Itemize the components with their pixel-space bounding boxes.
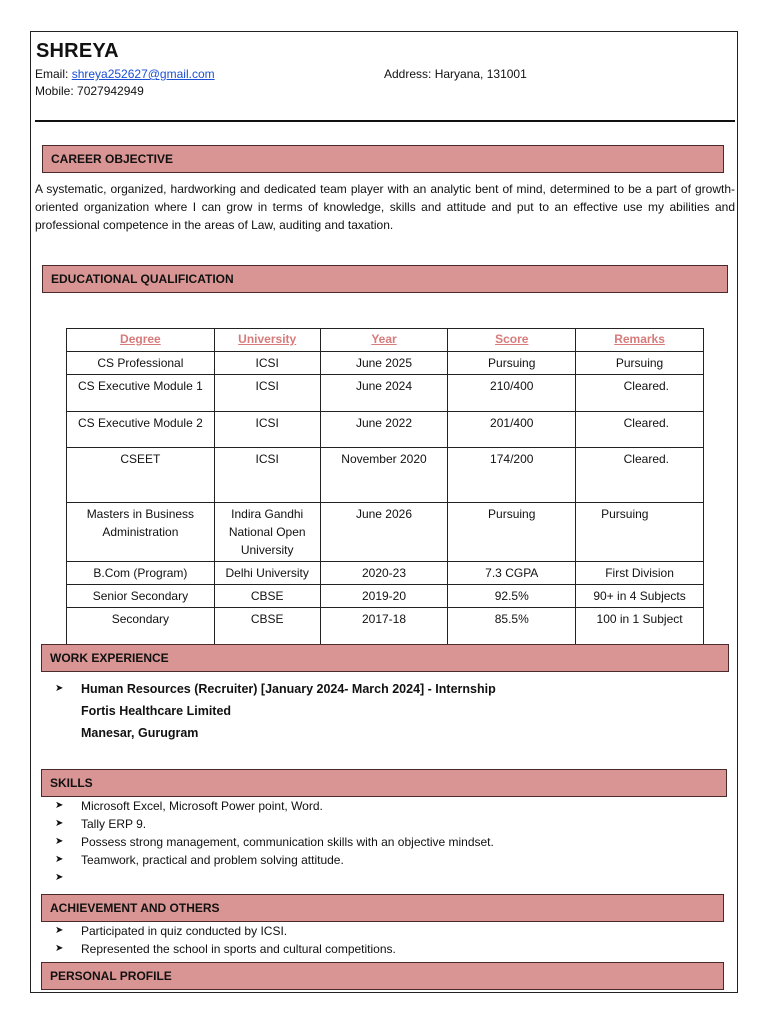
col-remarks: Remarks — [576, 329, 704, 352]
email-label: Email: — [35, 67, 69, 81]
cell-university: ICSI — [214, 448, 320, 503]
cell-degree: CS Executive Module 1 — [67, 375, 215, 412]
col-year: Year — [320, 329, 448, 352]
cell-university: CBSE — [214, 608, 320, 645]
work-location: Manesar, Gurugram — [81, 726, 199, 740]
table-row — [67, 585, 704, 608]
list-item — [55, 851, 494, 869]
arrowhead-bullet-icon: ➤ — [55, 925, 64, 936]
education-table — [66, 328, 704, 645]
cell-score: Pursuing — [448, 503, 576, 562]
cell-degree: Senior Secondary — [67, 585, 215, 608]
cell-score: 201/400 — [448, 412, 576, 448]
cell-remarks: Cleared. — [576, 448, 704, 503]
cell-remarks: First Division — [576, 562, 704, 585]
table-row — [67, 375, 704, 412]
arrowhead-bullet-icon: ➤ — [55, 854, 64, 865]
table-row — [67, 503, 704, 562]
cell-degree: B.Com (Program) — [67, 562, 215, 585]
work-company: Fortis Healthcare Limited — [81, 704, 232, 718]
career-objective-text: A systematic, organized, hardworking and dedicated team player with an analytic bent of mind, determined to be a part of growth-oriented organization where I can grow in terms of knowledge, skills and attitude and put to an effective use my abilities and professional competence in the areas of Law, auditing and taxation. — [35, 182, 735, 232]
cell-year: 2019-20 — [320, 585, 448, 608]
arrowhead-bullet-icon: ➤ — [55, 836, 64, 847]
section-education: EDUCATIONAL QUALIFICATION — [42, 265, 728, 293]
list-item — [55, 922, 396, 940]
resume-page — [30, 31, 738, 993]
cell-university: ICSI — [214, 412, 320, 448]
table-row — [67, 562, 704, 585]
col-degree: Degree — [67, 329, 215, 352]
section-career-objective: CAREER OBJECTIVE — [42, 145, 724, 173]
cell-degree: CSEET — [67, 448, 215, 503]
list-item — [55, 797, 494, 815]
skill-text: Teamwork, practical and problem solving attitude. — [81, 853, 344, 867]
col-score: Score — [448, 329, 576, 352]
cell-score: 85.5% — [448, 608, 576, 645]
candidate-name: SHREYA — [36, 40, 119, 62]
cell-score: 210/400 — [448, 375, 576, 412]
section-personal-profile: PERSONAL PROFILE — [41, 962, 724, 990]
cell-university: CBSE — [214, 585, 320, 608]
cell-year: November 2020 — [320, 448, 448, 503]
cell-remarks: Pursuing — [576, 352, 704, 375]
skill-text: Microsoft Excel, Microsoft Power point, Word. — [81, 799, 323, 813]
cell-score: 174/200 — [448, 448, 576, 503]
section-skills: SKILLS — [41, 769, 727, 797]
cell-score: 92.5% — [448, 585, 576, 608]
skill-text: Tally ERP 9. — [81, 817, 147, 831]
cell-score: 7.3 CGPA — [448, 562, 576, 585]
cell-university: ICSI — [214, 352, 320, 375]
arrowhead-bullet-icon: ➤ — [55, 872, 64, 883]
cell-year: June 2025 — [320, 352, 448, 375]
list-item — [55, 815, 494, 833]
mobile: Mobile: 7027942949 — [35, 84, 144, 98]
cell-year: June 2024 — [320, 375, 448, 412]
achievement-text: Participated in quiz conducted by ICSI. — [81, 924, 288, 938]
cell-remarks: Pursuing — [576, 503, 704, 562]
cell-degree: Masters in Business Administration — [67, 503, 215, 562]
cell-degree: CS Executive Module 2 — [67, 412, 215, 448]
section-achievements: ACHIEVEMENT AND OTHERS — [41, 894, 724, 922]
cell-remarks: 100 in 1 Subject — [576, 608, 704, 645]
work-experience-block — [55, 678, 496, 744]
cell-year: 2020-23 — [320, 562, 448, 585]
cell-remarks: Cleared. — [576, 375, 704, 412]
cell-degree: Secondary — [67, 608, 215, 645]
cell-year: 2017-18 — [320, 608, 448, 645]
arrowhead-bullet-icon: ➤ — [55, 943, 64, 954]
skill-text: Possess strong management, communication skills with an objective mindset. — [81, 835, 494, 849]
arrowhead-bullet-icon: ➤ — [55, 800, 64, 811]
cell-university: Indira Gandhi National Open University — [214, 503, 320, 562]
cell-degree: CS Professional — [67, 352, 215, 375]
email-line — [35, 66, 215, 83]
arrowhead-bullet-icon: ➤ — [55, 683, 64, 694]
email-link[interactable]: shreya252627@gmail.com — [71, 67, 215, 81]
table-row — [67, 608, 704, 645]
table-row — [67, 352, 704, 375]
list-item — [55, 833, 494, 851]
cell-remarks: 90+ in 4 Subjects — [576, 585, 704, 608]
cell-university: ICSI — [214, 375, 320, 412]
skills-list — [55, 797, 494, 883]
work-role: Human Resources (Recruiter) [January 2024- March 2024] — [81, 682, 425, 696]
section-work-experience: WORK EXPERIENCE — [41, 644, 729, 672]
cell-university: Delhi University — [214, 562, 320, 585]
cell-year: June 2022 — [320, 412, 448, 448]
cell-year: June 2026 — [320, 503, 448, 562]
work-role-line — [55, 678, 496, 700]
achievement-text: Represented the school in sports and cultural competitions. — [81, 942, 396, 956]
table-row — [67, 448, 704, 503]
table-row — [67, 412, 704, 448]
cell-score: Pursuing — [448, 352, 576, 375]
header-divider — [35, 120, 735, 122]
cell-remarks: Cleared. — [576, 412, 704, 448]
address: Address: Haryana, 131001 — [384, 67, 527, 81]
list-item — [55, 940, 396, 958]
arrowhead-bullet-icon: ➤ — [55, 818, 64, 829]
col-university: University — [214, 329, 320, 352]
work-type: - Internship — [424, 682, 496, 696]
achievements-list — [55, 922, 396, 958]
table-header-row — [67, 329, 704, 352]
